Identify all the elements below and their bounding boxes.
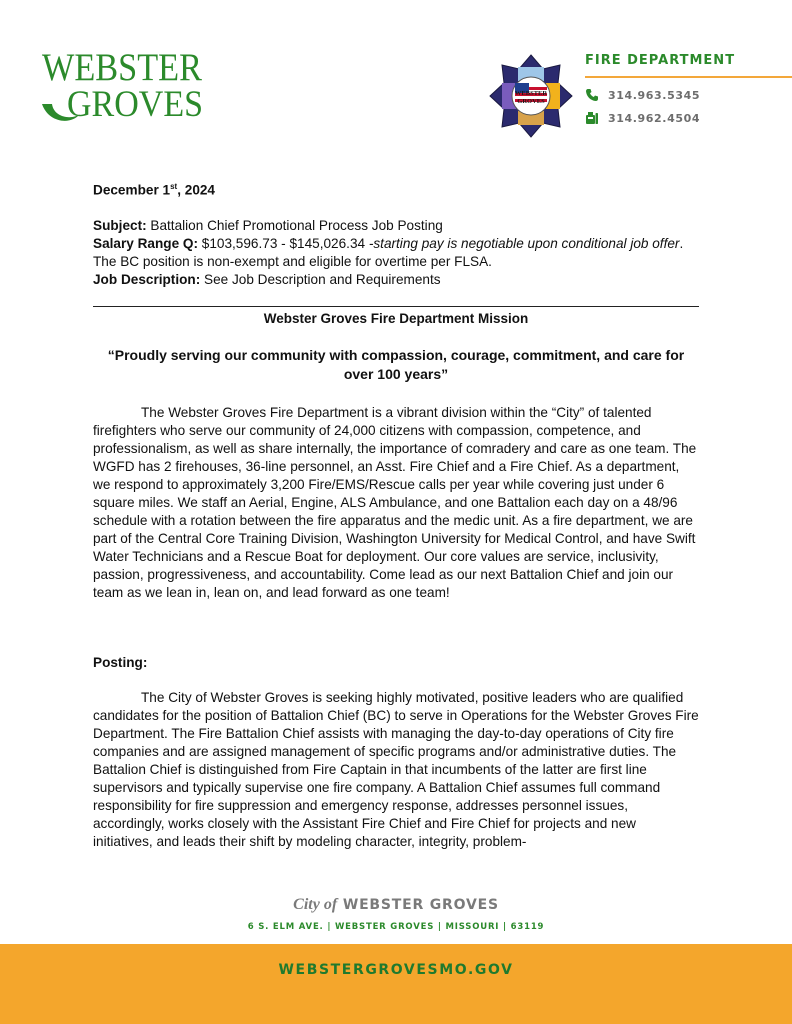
posting-heading: Posting: — [93, 655, 148, 670]
footer-city-name: City of WEBSTER GROVES — [293, 896, 499, 913]
phone-icon — [585, 88, 599, 102]
fax-row — [585, 111, 792, 125]
footer-address: 6 S. ELM AVE. | WEBSTER GROVES | MISSOURI | 63119 — [247, 922, 545, 932]
mission-title: Webster Groves Fire Department Mission — [263, 311, 529, 326]
department-contact — [585, 53, 792, 125]
letter-date: December 1st, 2024 — [93, 182, 215, 198]
phone-number[interactable]: 314.963.5345 — [608, 88, 701, 102]
job-description-line: Job Description: See Job Description and Requirements — [93, 272, 441, 287]
badge-line2: GROVES — [517, 98, 545, 105]
footer-website-link[interactable]: WEBSTERGROVESMO.GOV — [278, 962, 514, 978]
letter-meta — [93, 217, 699, 289]
divider — [93, 306, 699, 307]
department-paragraph: The Webster Groves Fire Department is a vibrant division within the “City” of talented firefighters who serve our community of 24,000 citizens with compassion, competence, and professionalism, as well as share internally, the importance of comradery and care as one team. The WGFD has 2 firehouses, 36-line personnel, an Asst. Fire Chief and a Fire Chief. As a department, we respond to approximately 3,200 Fire/EMS/Rescue calls per year while covering just under 6 square miles. We staff an Aerial, Engine, ALS Ambulance, and one Battalion each day on a 48/96 schedule with a rotation between the fire apparatus and the medic unit. As a fire department, we are part of the Central Core Training Division, Washington University for Medical Control, and have Swift Water Technicians and a Rescue Boat for deployment. Our core values are service, inclusivity, passion, progressiveness, and accountability. Come lead as our next Battalion Chief and join our team as we lean in, lean on, and lead forward as one team! — [93, 405, 697, 600]
phone-row — [585, 88, 792, 102]
mission-quote: “Proudly serving our community with compassion, courage, commitment, and care for over 100 years” — [107, 347, 685, 382]
footer-band — [0, 944, 792, 1024]
fax-icon — [585, 111, 599, 125]
fire-department-badge — [488, 53, 574, 139]
logo-line1: WEBSTER — [42, 46, 202, 89]
badge-line1: WEBSTER — [514, 90, 548, 97]
posting-paragraph: The City of Webster Groves is seeking highly motivated, positive leaders who are qualified candidates for the position of Battalion Chief (BC) to serve in Operations for the Webster Groves Fire Department. The Fire Battalion Chief assists with managing the day-to-day operations of City fire companies and are assigned management of specific programs and/or administrative duties. The Battalion Chief is distinguished from Fire Captain in that incumbents of the latter are first line supervisors and typically supervise one fire company. A Battalion Chief assumes full command responsibility for fire suppression and emergency response, addresses personnel issues, accordingly, works closely with the Assistant Fire Chief and Fire Chief for projects and new initiatives, and leads their shift by modeling character, integrity, problem- — [93, 690, 699, 849]
salary-line: Salary Range Q: $103,596.73 - $145,026.34 -starting pay is negotiable upon conditional job offer. The BC position is non-exempt and eligible for overtime per FLSA. — [93, 236, 684, 269]
fax-number: 314.962.4504 — [608, 111, 701, 125]
department-title: FIRE DEPARTMENT — [585, 53, 792, 78]
webster-groves-logo — [40, 44, 205, 126]
subject-line: Subject: Battalion Chief Promotional Process Job Posting — [93, 218, 443, 233]
logo-line2: GROVES — [67, 84, 203, 125]
